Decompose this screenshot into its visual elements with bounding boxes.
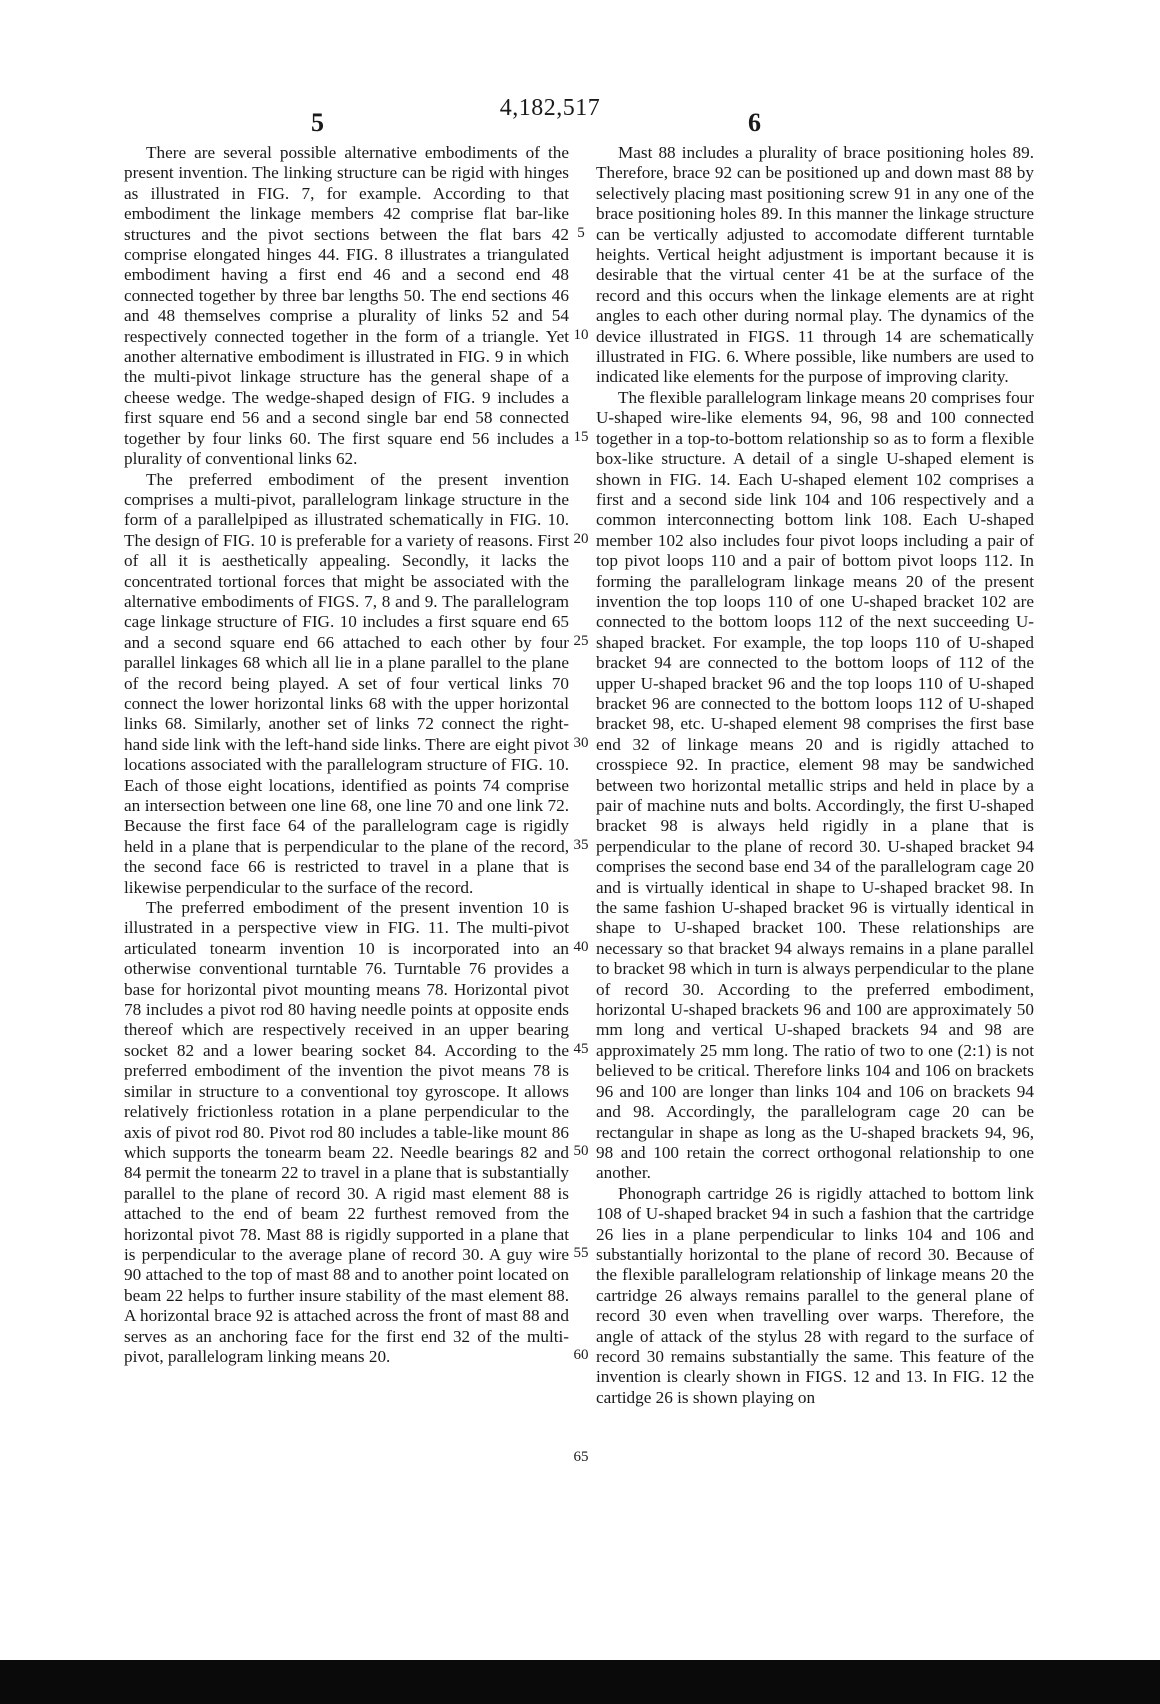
paragraph: The preferred embodiment of the present invention comprises a multi-pivot, parallelogram linkage structure in the form of a parallelpiped as illustrated schematically in FIG. 10. The design of FIG. 10 is preferable for a variety of reasons. First of all it is aesthetically appealing. Secondly, it lacks the concentrated tortional forces that might be associated with the alternative embodiments of FIGS. 7, 8 and 9. The parallelogram cage linkage structure of FIG. 10 includes a first square end 65 and a second square end 66 attached to each other by four parallel linkages 68 which all lie in a plane parallel to the plane of the record being played. A set of four vertical links 70 connect the lower horizontal links 68 with the upper horizontal links 68. Similarly, another set of links 72 connect the right-hand side link with the left-hand side links. There are eight pivot locations associated with the parallelogram structure of FIG. 10. Each of those eight locations, identified as points 74 comprise an intersection between one line 68, one line 70 and one link 72. Because the first face 64 of the parallelogram cage is rigidly held in a plane that is perpendicular to the plane of the record, the second face 66 is restricted to travel in a plane that is likewise perpendicular to the surface of the record.: [124, 469, 569, 897]
page-number-right: 6: [748, 108, 761, 137]
line-number: 30: [573, 735, 589, 751]
line-number: 50: [573, 1143, 589, 1159]
paragraph: The flexible parallelogram linkage means 20 comprises four U-shaped wire-like elements 94, 96, 98 and 100 connected together in a top-to-bottom relationship so as to form a flexible box-like structure. A detail of a single U-shaped element is shown in FIG. 14. Each U-shaped element 102 comprises a first and a second side link 104 and 106 respectively and a common interconnecting bottom link 108. Each U-shaped member 102 also includes four pivot loops including a pair of top pivot loops 110 and a pair of bottom pivot loops 112. In forming the parallelogram linkage means 20 of the present invention the top loops 110 of one U-shaped bracket 102 are connected to the bottom loops 112 of the next succeeding U-shaped bracket. For example, the top loops 110 of U-shaped bracket 94 are connected to the bottom loops of 112 of the upper U-shaped bracket 96 and the top loops 110 of U-shaped bracket 96 are connected to the bottom loops 112 of U-shaped bracket 98, etc. U-shaped element 98 comprises the first base end 32 of linkage means 20 and is rigidly attached to crosspiece 92. In practice, element 98 may be sandwiched between two horizontal metallic strips and held in place by a pair of machine nuts and bolts. Accordingly, the first U-shaped bracket 98 is always held rigidly in a plane that is perpendicular to the plane of record 30. U-shaped bracket 94 comprises the second base end 34 of the parallelogram cage 20 and is virtually identical in shape to U-shaped bracket 98. In the same fashion U-shaped bracket 96 is virtually identical in shape to U-shaped bracket 100. These relationships are necessary so that bracket 94 always remains in a plane parallel to bracket 98 which in turn is always perpendicular to the plane of record 30. According to the preferred embodiment, horizontal U-shaped brackets 96 and 100 are approximately 50 mm long and vertical U-shaped brackets 94 and 98 are approximately 25 mm long. The ratio of two to one (2:1) is not believed to be critical. Therefore links 104 and 106 on brackets 96 and 100 are longer than links 104 and 106 on brackets 94 and 98. Accordingly, the parallelogram cage 20 can be rectangular in shape as long as the U-shaped brackets 94, 96, 98 and 100 retain the correct orthogonal relationship to one another.: [596, 387, 1034, 1183]
line-number: 15: [573, 429, 589, 445]
line-number: 5: [577, 225, 585, 241]
line-number: 45: [573, 1041, 589, 1057]
line-number: 20: [573, 531, 589, 547]
paragraph: There are several possible alternative embodiments of the present invention. The linking structure can be rigid with hinges as illustrated in FIG. 7, for example. According to that embodiment the linkage members 42 comprise flat bar-like structures and the pivot sections between the flat bars 42 comprise elongated hinges 44. FIG. 8 illustrates a triangulated embodiment having a first end 46 and a second end 48 connected together by three bar lengths 50. The end sections 46 and 48 themselves comprise a plurality of links 52 and 54 respectively connected together in the form of a triangle. Yet another alternative embodiment is illustrated in FIG. 9 in which the multi-pivot linkage structure has the general shape of a cheese wedge. The wedge-shaped design of FIG. 9 includes a first square end 56 and a second single bar end 58 connected together by four links 60. The first square end 56 includes a plurality of conventional links 62.: [124, 143, 569, 469]
line-number: 55: [573, 1245, 589, 1261]
paragraph: The preferred embodiment of the present invention 10 is illustrated in a perspective view in FIG. 11. The multi-pivot articulated tonearm invention 10 is incorporated into an otherwise conventional turntable 76. Turntable 76 provides a base for horizontal pivot mounting means 78. Horizontal pivot 78 includes a pivot rod 80 having needle points at opposite ends thereof which are respectively received in an upper bearing socket 82 and a lower bearing socket 84. According to the preferred embodiment of the invention the pivot means 78 is similar in structure to a conventional toy gyroscope. It allows relatively frictionless rotation in a plane perpendicular to the axis of pivot rod 80. Pivot rod 80 includes a table-like mount 86 which supports the tonearm beam 22. Needle bearings 82 and 84 permit the tonearm 22 to travel in a plane that is substantially parallel to the plane of record 30. A rigid mast element 88 is attached to the end of beam 22 furthest removed from the horizontal pivot 78. Mast 88 is rigidly supported in a plane that is perpendicular to the average plane of record 30. A guy wire 90 attached to the top of mast 88 and to another point located on beam 22 helps to further insure stability of the mast element 88. A horizontal brace 92 is attached across the front of mast 88 and serves as an anchoring face for the first end 32 of the multi-pivot, parallelogram linking means 20.: [124, 898, 569, 1366]
page-number-left: 5: [311, 108, 324, 137]
right-text-column: [596, 143, 1034, 1408]
line-number: 60: [573, 1347, 589, 1363]
line-number: 40: [573, 939, 589, 955]
paragraph: Mast 88 includes a plurality of brace positioning holes 89. Therefore, brace 92 can be positioned up and down mast 88 by selectively placing mast positioning screw 91 in any one of the brace positioning holes 89. In this manner the linkage structure can be vertically adjusted to accomodate different turntable heights. Vertical height adjustment is important because it is desirable that the virtual center 41 be at the surface of the record and this occurs when the linkage elements are at right angles to each other during normal play. The dynamics of the device illustrated in FIGS. 11 through 14 are schematically illustrated in FIG. 6. Where possible, like numbers are used to indicated like elements for the purpose of improving clarity.: [596, 143, 1034, 387]
line-number: 65: [573, 1449, 589, 1465]
line-number: 35: [573, 837, 589, 853]
paragraph: Phonograph cartridge 26 is rigidly attached to bottom link 108 of U-shaped bracket 94 in such a fashion that the cartridge 26 lies in a plane perpendicular to links 104 and 106 and substantially horizontal to the plane of record 30. Because of the flexible parallelogram relationship of linkage means 20 the cartridge 26 always remains parallel to the general plane of record 30 even when travelling over warps. Therefore, the angle of attack of the stylus 28 with regard to the surface of record 30 remains substantially the same. This feature of the invention is clearly shown in FIGS. 12 and 13. In FIG. 12 the cartidge 26 is shown playing on: [596, 1183, 1034, 1407]
scan-border-bar: [0, 1660, 1160, 1704]
line-number: 25: [573, 633, 589, 649]
line-number: 10: [573, 327, 589, 343]
patent-number: 4,182,517: [499, 95, 601, 121]
left-text-column: [124, 143, 569, 1367]
